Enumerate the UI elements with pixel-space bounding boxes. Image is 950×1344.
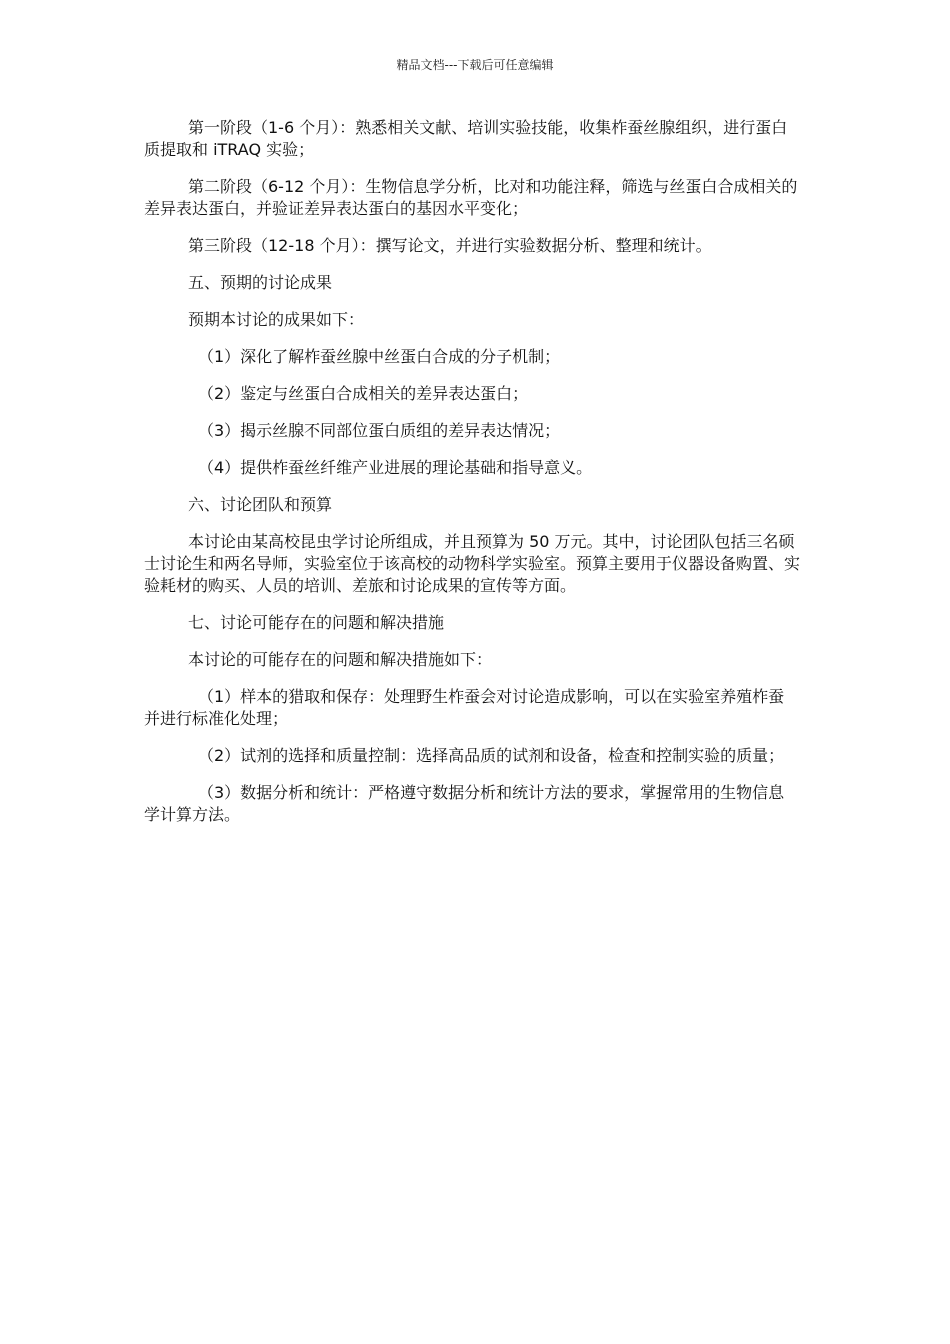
expected-results-intro: 预期本讨论的成果如下：: [188, 310, 365, 329]
expected-result-item-1: （1）深化了解柞蚕丝腺中丝蛋白合成的分子机制；: [198, 347, 561, 366]
section-heading-problems: 七、讨论可能存在的问题和解决措施: [188, 613, 445, 632]
problems-intro: 本讨论的可能存在的问题和解决措施如下：: [188, 650, 493, 669]
expected-result-item-2: （2）鉴定与丝蛋白合成相关的差异表达蛋白；: [198, 384, 529, 403]
problem-item-1: （1）样本的猎取和保存：处理野生柞蚕会对讨论造成影响，可以在实验室养殖柞蚕并进行标准化处理；: [144, 687, 785, 728]
expected-result-item-3: （3）揭示丝腺不同部位蛋白质组的差异表达情况；: [198, 421, 561, 440]
phase-3-paragraph: 第三阶段（12-18 个月）：撰写论文，并进行实验数据分析、整理和统计。: [188, 236, 712, 255]
problem-item-3: （3）数据分析和统计：严格遵守数据分析和统计方法的要求，掌握常用的生物信息学计算方法。: [144, 783, 785, 824]
problem-item-2: （2）试剂的选择和质量控制：选择高品质的试剂和设备，检查和控制实验的质量；: [198, 746, 785, 765]
team-budget-paragraph: 本讨论由某高校昆虫学讨论所组成，并且预算为 50 万元。其中，讨论团队包括三名硕士讨论生和两名导师，实验室位于该高校的动物科学实验室。预算主要用于仪器设备购置、实验耗材的购买、人员的培训、差旅和讨论成果的宣传等方面。: [144, 532, 801, 595]
section-heading-team-budget: 六、讨论团队和预算: [188, 495, 333, 514]
document-body: [144, 117, 800, 841]
section-heading-expected-results: 五、预期的讨论成果: [188, 273, 333, 292]
expected-result-item-4: （4）提供柞蚕丝纤维产业进展的理论基础和指导意义。: [198, 458, 593, 477]
phase-1-paragraph: 第一阶段（1-6 个月）：熟悉相关文献、培训实验技能，收集柞蚕丝腺组织，进行蛋白质提取和 iTRAQ 实验；: [144, 118, 788, 159]
phase-2-paragraph: 第二阶段（6-12 个月）：生物信息学分析，比对和功能注释，筛选与丝蛋白合成相关的差异表达蛋白，并验证差异表达蛋白的基因水平变化；: [144, 177, 798, 218]
page-header: 精品文档---下载后可任意编辑: [396, 58, 554, 72]
